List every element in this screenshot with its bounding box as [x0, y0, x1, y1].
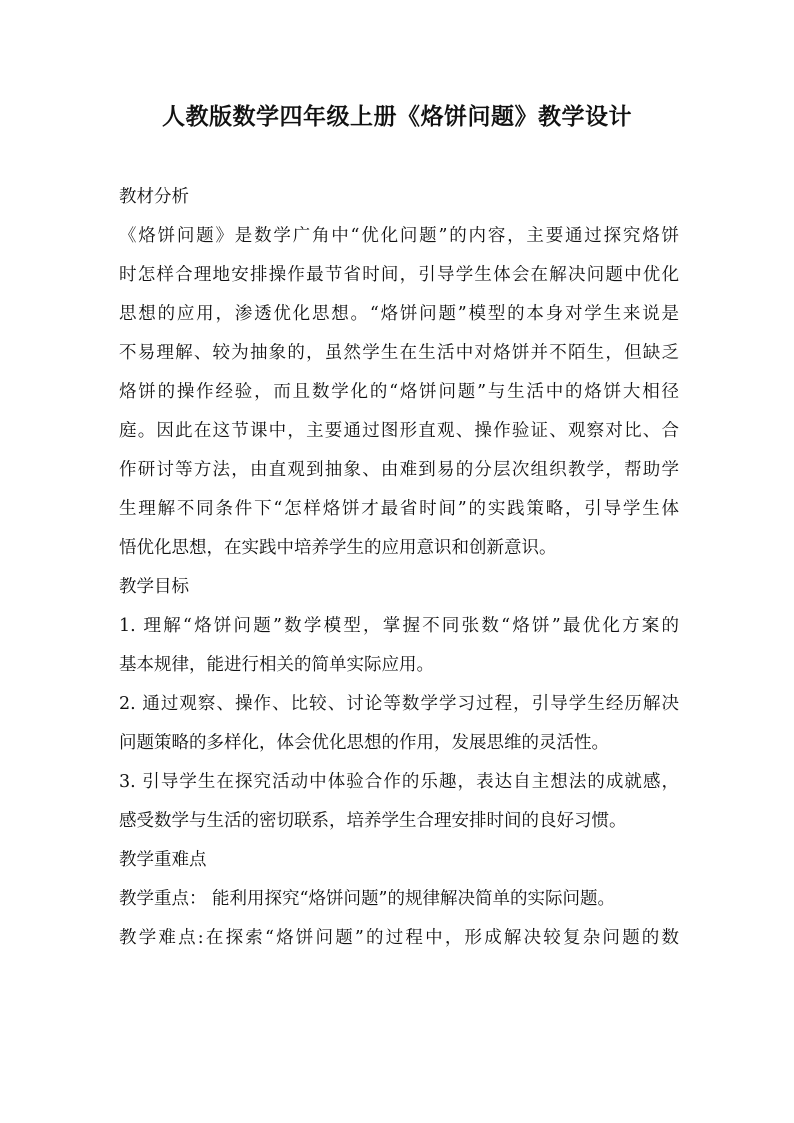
goal-line: 1. 理解“烙饼问题”数学模型，掌握不同张数“烙饼”最优化方案的 — [119, 616, 679, 636]
goal-line: 问题策略的多样化，体会优化思想的作用，发展思维的灵活性。 — [119, 733, 609, 753]
goal-line: 感受数学与生活的密切联系，培养学生合理安排时间的良好习惯。 — [119, 811, 627, 831]
keypoint-line: 教学难点:在探索“烙饼问题”的过程中，形成解决较复杂问题的数 — [119, 928, 679, 948]
paragraph-line: 不易理解、较为抽象的，虽然学生在生活中对烙饼并不陌生，但缺乏 — [119, 343, 679, 363]
keypoint-line: 教学重点： 能利用探究“烙饼问题”的规律解决简单的实际问题。 — [119, 889, 615, 909]
goal-line: 3. 引导学生在探究活动中体验合作的乐趣，表达自主想法的成就感， — [119, 772, 679, 792]
paragraph-line: 烙饼的操作经验，而且数学化的“烙饼问题”与生活中的烙饼大相径 — [119, 382, 679, 402]
paragraph-line: 生理解不同条件下“怎样烙饼才最省时间”的实践策略，引导学生体 — [119, 499, 679, 519]
goal-line: 基本规律，能进行相关的简单实际应用。 — [119, 655, 434, 675]
section-heading-goals: 教学目标 — [119, 577, 189, 597]
goal-line: 2. 通过观察、操作、比较、讨论等数学学习过程，引导学生经历解决 — [119, 694, 679, 714]
document-body — [119, 178, 679, 958]
paragraph-line: 庭。因此在这节课中，主要通过图形直观、操作验证、观察对比、合 — [119, 421, 679, 441]
document-title: 人教版数学四年级上册《烙饼问题》教学设计 — [162, 104, 632, 130]
paragraph-line: 悟优化思想，在实践中培养学生的应用意识和创新意识。 — [119, 538, 557, 558]
paragraph-line: 作研讨等方法，由直观到抽象、由难到易的分层次组织教学，帮助学 — [119, 460, 679, 480]
paragraph-line: 思想的应用，渗透优化思想。“烙饼问题”模型的本身对学生来说是 — [119, 304, 679, 324]
section-heading-keypoints: 教学重难点 — [119, 850, 207, 870]
paragraph-line: 《烙饼问题》是数学广角中“优化问题”的内容，主要通过探究烙饼 — [119, 226, 679, 246]
paragraph-line: 时怎样合理地安排操作最节省时间，引导学生体会在解决问题中优化 — [119, 265, 679, 285]
section-heading-analysis: 教材分析 — [119, 187, 189, 207]
